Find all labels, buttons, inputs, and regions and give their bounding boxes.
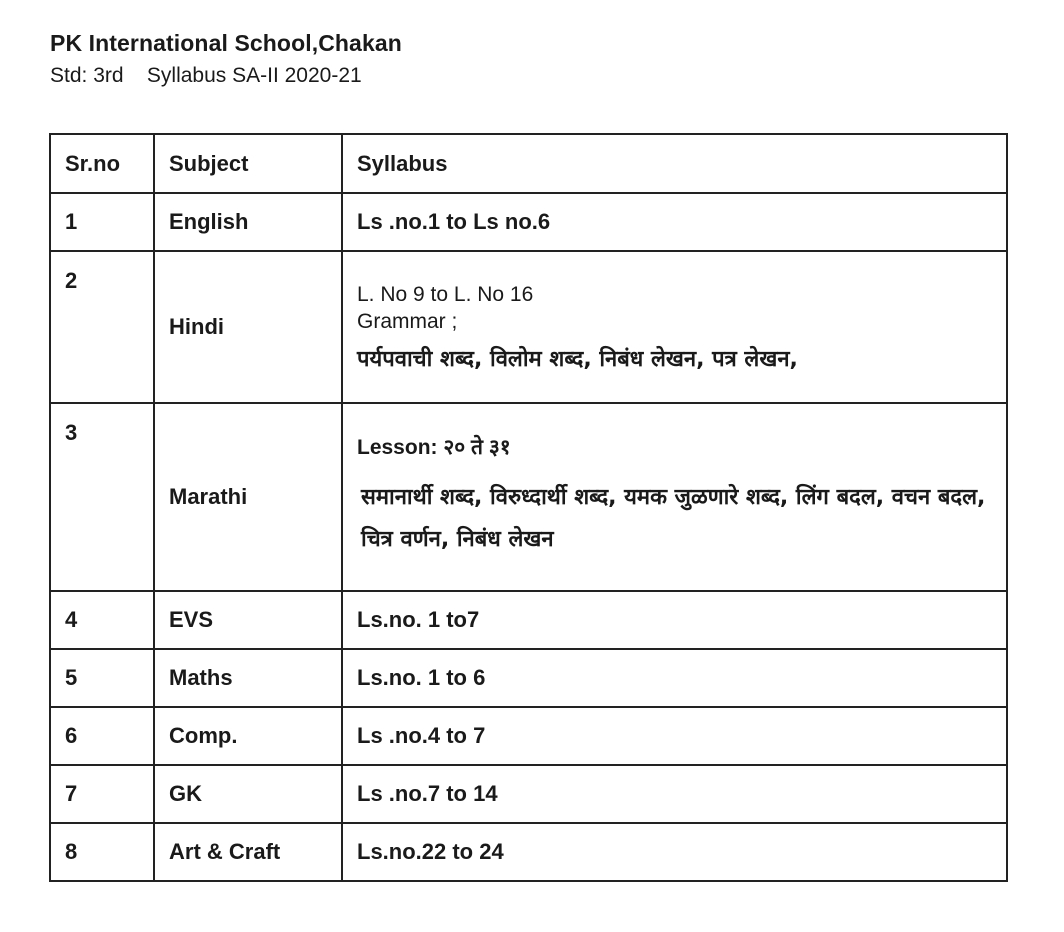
row-subject: Marathi bbox=[154, 403, 342, 591]
school-name: PK International School,Chakan bbox=[50, 30, 402, 56]
row-sr: 8 bbox=[50, 823, 154, 881]
syllabus-table bbox=[49, 133, 1008, 882]
row-syllabus bbox=[342, 251, 1007, 403]
row-subject: Comp. bbox=[154, 707, 342, 765]
row-syllabus: Ls.no.22 to 24 bbox=[342, 823, 1007, 881]
row-syllabus: Ls .no.7 to 14 bbox=[342, 765, 1007, 823]
row-sr: 5 bbox=[50, 649, 154, 707]
row-syllabus: Ls.no. 1 to7 bbox=[342, 591, 1007, 649]
row-subject: EVS bbox=[154, 591, 342, 649]
row-subject: Hindi bbox=[154, 251, 342, 403]
standard-label: Std: 3rd bbox=[50, 64, 124, 87]
row-subject: English bbox=[154, 193, 342, 251]
row-syllabus bbox=[342, 403, 1007, 591]
row-sr: 3 bbox=[50, 403, 154, 591]
header-syllabus: Syllabus bbox=[342, 134, 1007, 193]
table-row bbox=[50, 251, 1007, 403]
row-subject: Maths bbox=[154, 649, 342, 707]
row-syllabus: Ls .no.4 to 7 bbox=[342, 707, 1007, 765]
row-sr: 1 bbox=[50, 193, 154, 251]
row-syllabus: Ls.no. 1 to 6 bbox=[342, 649, 1007, 707]
row-subject: GK bbox=[154, 765, 342, 823]
document-header bbox=[50, 28, 402, 90]
table-header-row bbox=[50, 134, 1007, 193]
row-syllabus: Ls .no.1 to Ls no.6 bbox=[342, 193, 1007, 251]
table-row bbox=[50, 765, 1007, 823]
syllabus-line: Grammar ; bbox=[357, 310, 458, 333]
syllabus-line: L. No 9 to L. No 16 bbox=[357, 283, 534, 306]
table-row bbox=[50, 707, 1007, 765]
table-row bbox=[50, 823, 1007, 881]
syllabus-title: Syllabus SA-II 2020-21 bbox=[146, 64, 362, 87]
syllabus-line: Lesson: २० ते ३१ bbox=[357, 436, 511, 459]
row-sr: 2 bbox=[50, 251, 154, 403]
table-row bbox=[50, 193, 1007, 251]
header-srno: Sr.no bbox=[50, 134, 154, 193]
syllabus-line: समानार्थी शब्द, विरुध्दार्थी शब्द, यमक जुळणारे शब्द, लिंग बदल, वचन बदल, चित्र वर्णन, निबंध लेखन bbox=[361, 485, 986, 552]
row-subject: Art & Craft bbox=[154, 823, 342, 881]
row-sr: 4 bbox=[50, 591, 154, 649]
syllabus-line: पर्यपवाची शब्द, विलोम शब्द, निबंध लेखन, पत्र लेखन, bbox=[357, 347, 798, 372]
class-and-term bbox=[50, 62, 402, 90]
table-row bbox=[50, 649, 1007, 707]
table-row bbox=[50, 591, 1007, 649]
table-row bbox=[50, 403, 1007, 591]
row-sr: 6 bbox=[50, 707, 154, 765]
row-sr: 7 bbox=[50, 765, 154, 823]
header-subject: Subject bbox=[154, 134, 342, 193]
